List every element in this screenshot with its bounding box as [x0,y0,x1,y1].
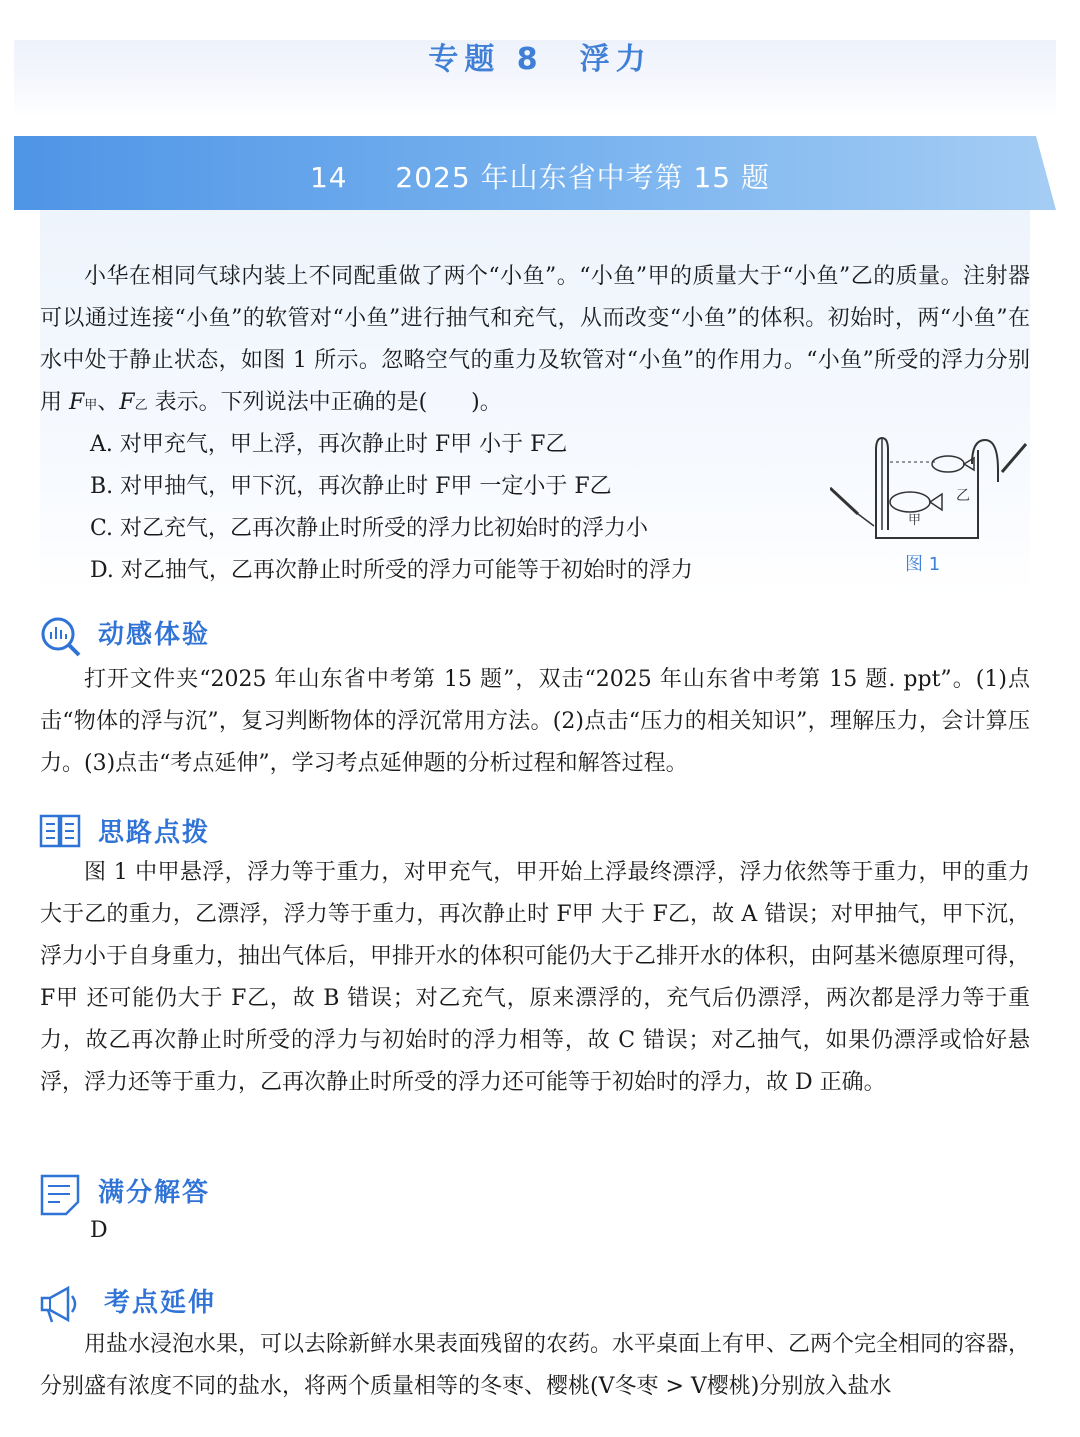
option-d [90,550,693,592]
section-title-extension: 考点延伸 [104,1288,217,1318]
option-text: 对乙充气，乙再次静止时所受的浮力比初始时的浮力小 [120,516,649,541]
stem-separator: 、 [97,390,120,415]
section-title-experience: 动感体验 [98,620,211,650]
question-source: 2025 年山东省中考第 15 题 [395,161,771,194]
subscript-jia: 甲 [84,398,98,413]
figure-label-yi: 乙 [956,488,970,504]
section-title-answer: 满分解答 [98,1178,211,1208]
option-text: 对甲充气，甲上浮，再次静止时 F甲 小于 F乙 [119,432,568,457]
section-text-hint: 图 1 中甲悬浮，浮力等于重力，对甲充气，甲开始上浮最终漂浮，浮力依然等于重力，甲的重力大于乙的重力，乙漂浮，浮力等于重力，再次静止时 F甲 大于 F乙，故 A 错误；对甲抽气，甲下沉，浮力小于自身重力，抽出气体后，甲排开水的体积可能仍大于乙排开水的体积，由阿基米德原理可得，F甲 还可能仍大于 F乙，故 B 错误；对乙充气，原来漂浮的，充气后仍漂浮，两次都是浮力等于重力，故乙再次静止时所受的浮力与初始时的浮力相等，故 C 错误；对乙抽气，如果仍漂浮或恰好悬浮，浮力还等于重力，乙再次静止时所受的浮力还可能等于初始时的浮力，故 D 正确。 [40,860,1031,1095]
section-text-experience: 打开文件夹“2025 年山东省中考第 15 题”，双击“2025 年山东省中考第 15 题. ppt”。(1)点击“物体的浮与沉”，复习判断物体的浮沉常用方法。(2)点击“压力的相关知识”，理解压力，会计算压力。(3)点击“考点延伸”，学习考点延伸题的分析过程和解答过程。 [40,667,1030,776]
section-title-hint: 思路点拨 [98,818,211,848]
figure-caption: 图 1 [905,554,941,575]
stem-text: 小华在相同气球内装上不同配重做了两个“小鱼”。“小鱼”甲的质量大于“小鱼”乙的质量。注射器可以通过连接“小鱼”的软管对“小鱼”进行抽气和充气，从而改变“小鱼”的体积。初始时，两“小鱼”在水中处于静止状态，如图 1 所示。忽略空气的重力及软管对“小鱼”的作用力。“小鱼”所受的浮力分别用 [40,264,1030,415]
option-text: 对甲抽气，甲下沉，再次静止时 F甲 一定小于 F乙 [120,474,612,499]
option-a [90,424,567,466]
option-label: A. [90,432,113,457]
subscript-yi: 乙 [134,398,148,413]
figure-label-jia: 甲 [908,513,922,528]
option-b [90,466,612,508]
option-c [90,508,648,550]
option-label: C. [90,516,114,541]
chapter-title: 专题 8 浮力 [428,42,652,77]
megaphone-icon [38,1282,82,1326]
stem-text-end: 表示。下列说法中正确的是( )。 [147,390,502,415]
option-text: 对乙抽气，乙再次静止时所受的浮力可能等于初始时的浮力 [120,558,693,583]
answer-value: D [90,1218,108,1243]
section-text-extension: 用盐水浸泡水果，可以去除新鲜水果表面残留的农药。水平桌面上有甲、乙两个完全相同的容器，分别盛有浓度不同的盐水，将两个质量相等的冬枣、樱桃(V冬枣 > V樱桃)分别放入盐水 [40,1332,1031,1399]
question-title [0,156,1080,196]
answer-sheet-icon [38,1172,82,1216]
symbol-f: F [69,390,85,415]
option-label: D. [90,558,114,583]
option-label: B. [90,474,114,499]
question-number: 14 [309,161,348,194]
open-book-icon [38,808,82,852]
question-stem [40,256,1030,427]
symbol-f: F [119,390,135,415]
magnifier-chart-icon [38,614,82,658]
figure-1-diagram [830,430,1030,545]
